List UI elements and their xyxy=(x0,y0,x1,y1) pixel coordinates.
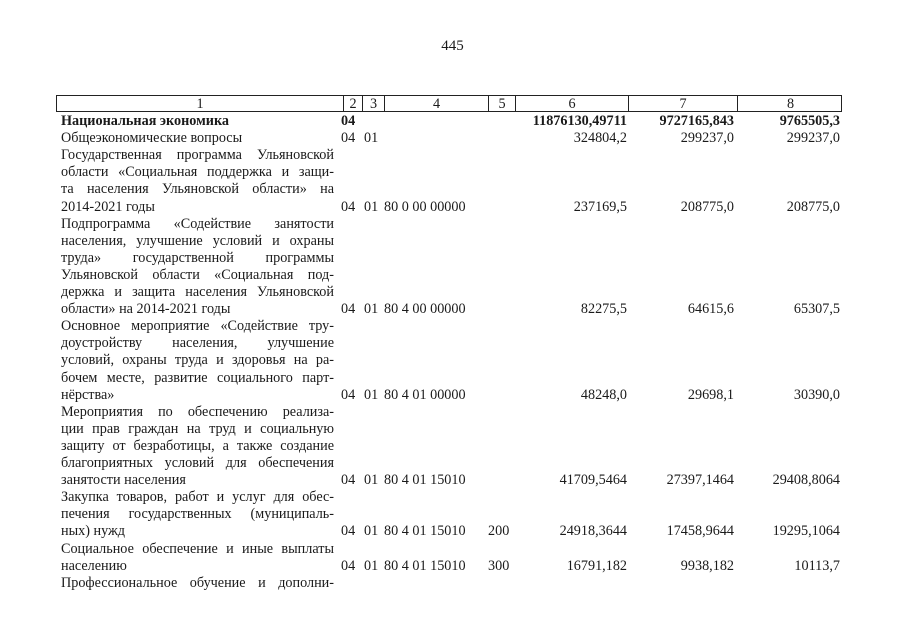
amount-col-8: 65307,5 xyxy=(793,301,840,318)
section-code: 04 xyxy=(341,198,356,215)
row-name: Профессиональное обучение и дополни- xyxy=(61,574,334,591)
row-name: Подпрограмма «Содействие занятости xyxy=(61,215,334,232)
subsection-code: 01 xyxy=(364,472,379,489)
amount-col-8: 299237,0 xyxy=(786,130,840,147)
section-code: 04 xyxy=(341,130,356,147)
row-name: Ульяновской области «Социальная под- xyxy=(61,266,334,283)
table-row xyxy=(0,147,905,164)
amount-col-6: 48248,0 xyxy=(580,386,627,403)
table-row xyxy=(0,404,905,421)
subsection-code: 01 xyxy=(364,301,379,318)
amount-col-6: 11876130,49711 xyxy=(532,113,627,129)
amount-col-6: 24918,3644 xyxy=(559,523,627,540)
row-name: бочем месте, развитие социального парт- xyxy=(61,369,334,386)
row-name: ции прав граждан на труд и социальную xyxy=(61,420,334,437)
subsection-code: 01 xyxy=(364,130,379,147)
table-row xyxy=(0,575,905,592)
amount-col-7: 208775,0 xyxy=(680,198,734,215)
table-row xyxy=(0,216,905,233)
amount-col-7: 64615,6 xyxy=(687,301,734,318)
row-name: условий, охраны труда и здоровья на ра- xyxy=(61,352,334,369)
table-row xyxy=(0,318,905,335)
table-row xyxy=(0,438,905,455)
table-row xyxy=(0,284,905,301)
header-cell-2: 2 xyxy=(343,96,362,111)
table-row xyxy=(0,335,905,352)
amount-col-8: 29408,8064 xyxy=(772,472,840,489)
amount-col-7: 27397,1464 xyxy=(666,472,734,489)
target-article: 80 4 01 00000 xyxy=(384,386,466,403)
header-cell-6: 6 xyxy=(515,96,628,111)
table-row xyxy=(0,267,905,284)
row-name: населения, улучшение условий и охраны xyxy=(61,232,334,249)
amount-col-6: 82275,5 xyxy=(580,301,627,318)
header-cell-7: 7 xyxy=(628,96,737,111)
table-row xyxy=(0,301,905,318)
page-number: 445 xyxy=(441,38,464,54)
expense-type: 200 xyxy=(488,523,510,540)
section-code: 04 xyxy=(341,523,356,540)
section-code: 04 xyxy=(341,386,356,403)
amount-col-8: 30390,0 xyxy=(793,386,840,403)
row-name: Социальное обеспечение и иные выплаты xyxy=(61,540,334,557)
section-code: 04 xyxy=(341,301,356,318)
table-row xyxy=(0,387,905,404)
table-row xyxy=(0,130,905,147)
row-name: благоприятных условий для обеспечения xyxy=(61,455,334,471)
row-name: держка и защита населения Ульяновской xyxy=(61,284,334,300)
amount-col-7: 29698,1 xyxy=(687,386,734,403)
table-row xyxy=(0,506,905,523)
row-name: Основное мероприятие «Содействие тру- xyxy=(61,318,334,335)
row-name: труда» государственной программы xyxy=(61,249,334,266)
target-article: 80 4 00 00000 xyxy=(384,301,466,318)
target-article: 80 4 01 15010 xyxy=(384,557,466,574)
amount-col-8: 10113,7 xyxy=(794,557,840,574)
row-name: Мероприятия по обеспечению реализа- xyxy=(61,403,334,420)
table-row xyxy=(0,455,905,472)
row-name: та населения Ульяновской области» на xyxy=(61,181,334,198)
row-name: защиту от безработицы, а также создание xyxy=(61,437,334,454)
row-name: Государственная программа Ульяновской xyxy=(61,147,334,164)
table-row xyxy=(0,233,905,250)
amount-col-8: 19295,1064 xyxy=(772,523,840,540)
amount-col-7: 9938,182 xyxy=(680,557,734,574)
header-cell-8: 8 xyxy=(737,96,843,111)
amount-col-8: 208775,0 xyxy=(786,198,840,215)
section-code: 04 xyxy=(341,472,356,489)
target-article: 80 4 01 15010 xyxy=(384,472,466,489)
table-row xyxy=(0,181,905,198)
table-row xyxy=(0,113,905,130)
table-row xyxy=(0,250,905,267)
section-code: 04 xyxy=(341,557,356,574)
row-name: ных) нужд xyxy=(61,523,126,540)
subsection-code: 01 xyxy=(364,523,379,540)
table-row xyxy=(0,352,905,369)
amount-col-6: 41709,5464 xyxy=(559,472,627,489)
row-name: нёрства» xyxy=(61,386,115,403)
expense-type: 300 xyxy=(488,557,510,574)
table-row xyxy=(0,472,905,489)
row-name: области» на 2014-2021 годы xyxy=(61,301,231,318)
table-row xyxy=(0,541,905,558)
subsection-code: 01 xyxy=(364,557,379,574)
row-name: Закупка товаров, работ и услуг для обес- xyxy=(61,489,334,506)
row-name: населению xyxy=(61,557,127,574)
amount-col-7: 17458,9644 xyxy=(666,523,734,540)
target-article: 80 0 00 00000 xyxy=(384,198,466,215)
header-cell-3: 3 xyxy=(362,96,384,111)
amount-col-6: 324804,2 xyxy=(573,130,627,147)
header-cell-5: 5 xyxy=(488,96,515,111)
table-row xyxy=(0,421,905,438)
amount-col-7: 9727165,843 xyxy=(659,113,734,129)
table-row xyxy=(0,199,905,216)
subsection-code: 01 xyxy=(364,386,379,403)
table-header xyxy=(56,95,842,112)
header-cell-1: 1 xyxy=(196,96,204,112)
row-name: Национальная экономика xyxy=(61,113,230,129)
section-code: 04 xyxy=(341,113,356,129)
row-name: печения государственных (муниципаль- xyxy=(61,506,334,523)
row-name: доустройству населения, улучшение xyxy=(61,335,334,352)
header-cell-4: 4 xyxy=(384,96,488,111)
amount-col-7: 299237,0 xyxy=(680,130,734,147)
row-name: Общеэкономические вопросы xyxy=(61,130,243,147)
table-row xyxy=(0,558,905,575)
table-row xyxy=(0,523,905,540)
target-article: 80 4 01 15010 xyxy=(384,523,466,540)
table-row xyxy=(0,370,905,387)
row-name: области «Социальная поддержка и защи- xyxy=(61,164,334,181)
table-row xyxy=(0,164,905,181)
row-name: занятости населения xyxy=(61,472,186,489)
row-name: 2014-2021 годы xyxy=(61,198,155,215)
subsection-code: 01 xyxy=(364,198,379,215)
amount-col-6: 237169,5 xyxy=(573,198,627,215)
amount-col-8: 9765505,3 xyxy=(779,113,840,129)
amount-col-6: 16791,182 xyxy=(566,557,627,574)
table-row xyxy=(0,489,905,506)
